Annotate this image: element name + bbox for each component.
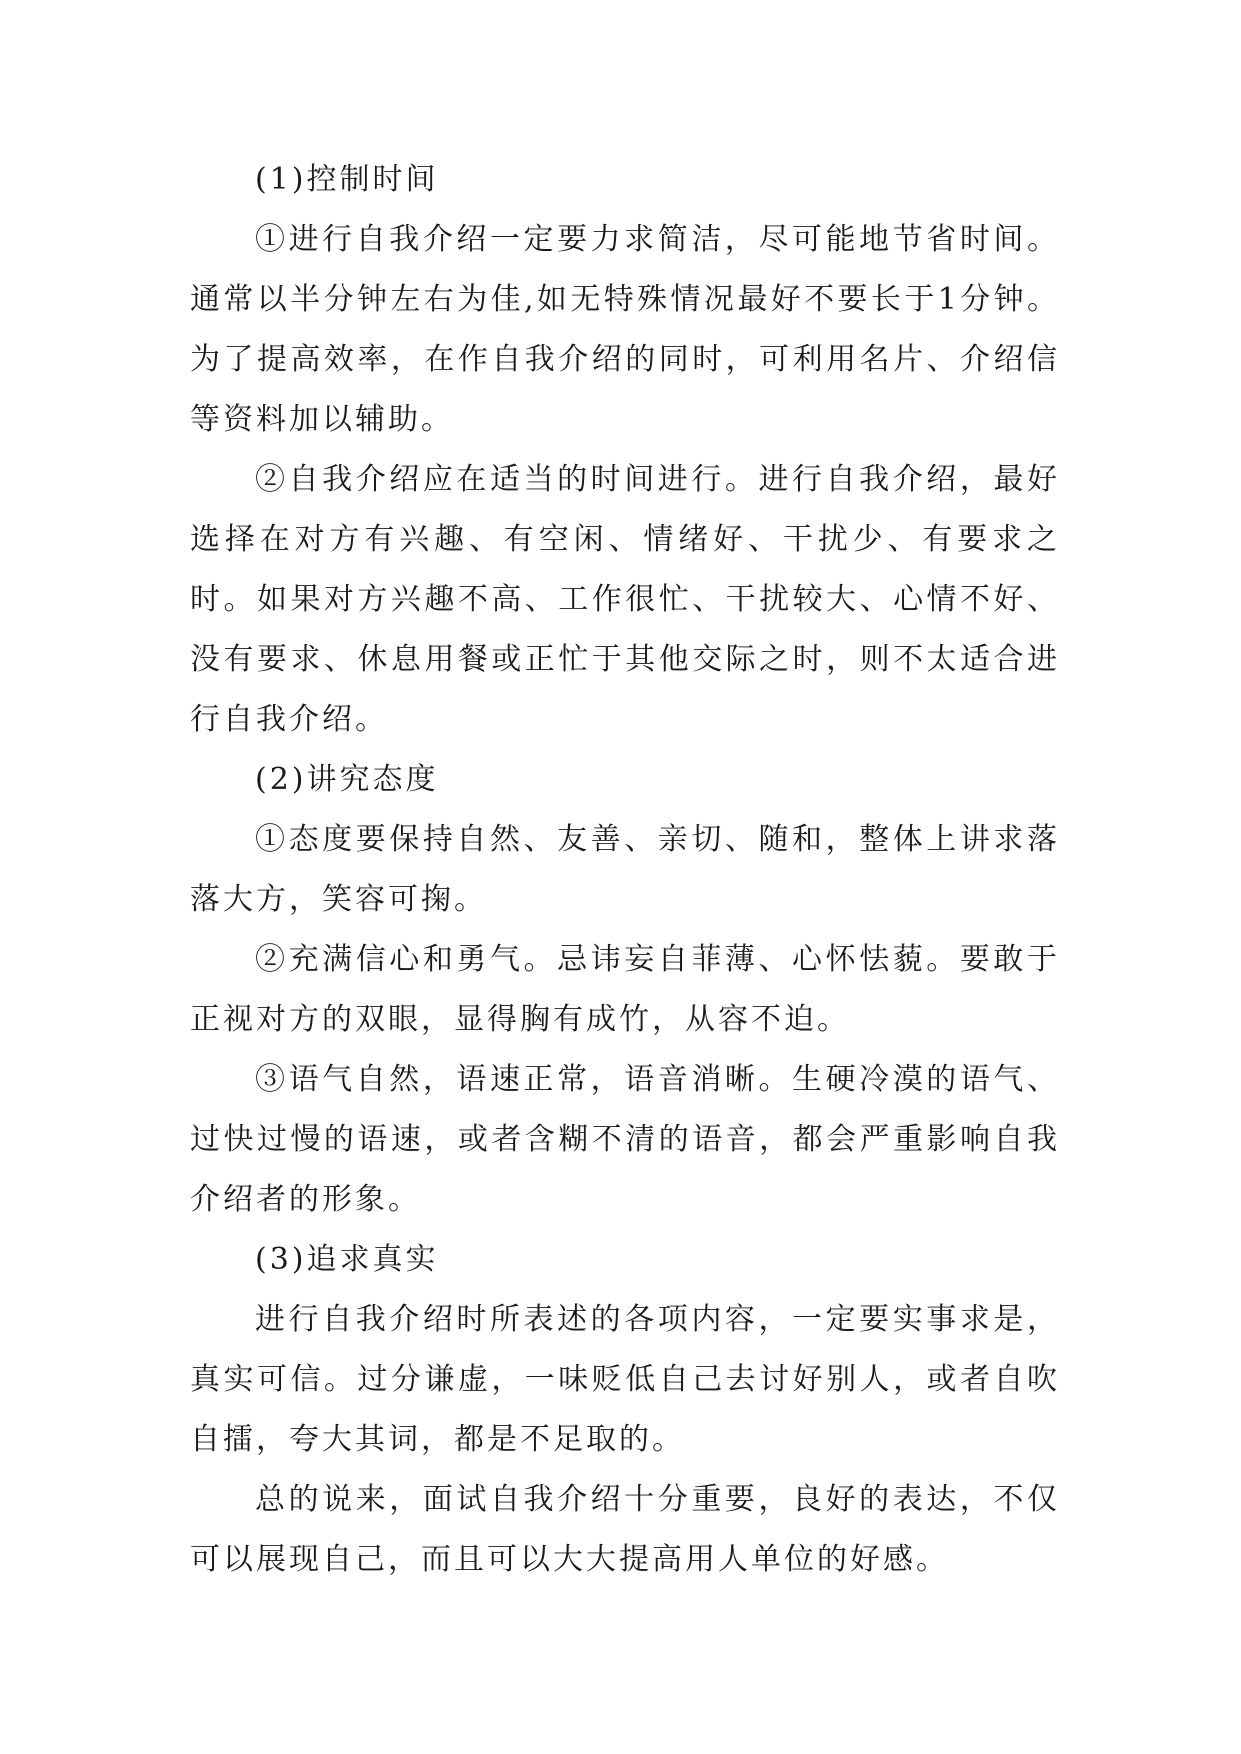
document-page [190,150,1060,1590]
section-heading-truthfulness: (3)追求真实 [255,1242,439,1277]
paragraph-truthfulness: 进行自我介绍时所表述的各项内容，一定要实事求是，真实可信。过分谦虚，一味贬低自己去讨好别人，或者自吹自擂，夸大其词，都是不足取的。 [190,1302,1060,1457]
paragraph-conclusion: 总的说来，面试自我介绍十分重要，良好的表达，不仅可以展现自己，而且可以大大提高用人单位的好感。 [190,1482,1060,1577]
paragraph-timing: ②自我介绍应在适当的时间进行。进行自我介绍，最好选择在对方有兴趣、有空闲、情绪好、干扰少、有要求之时。如果对方兴趣不高、工作很忙、干扰较大、心情不好、没有要求、休息用餐或正忙于其他交际之时，则不太适合进行自我介绍。 [190,462,1060,737]
section-heading-control-time: (1)控制时间 [255,162,439,197]
section-heading-attitude: (2)讲究态度 [255,762,439,797]
paragraph-natural-attitude: ①态度要保持自然、友善、亲切、随和，整体上讲求落落大方，笑容可掬。 [190,822,1060,917]
paragraph-brevity: ①进行自我介绍一定要力求简洁，尽可能地节省时间。通常以半分钟左右为佳,如无特殊情况最好不要长于1分钟。为了提高效率，在作自我介绍的同时，可利用名片、介绍信等资料加以辅助。 [190,222,1060,437]
paragraph-confidence: ②充满信心和勇气。忌讳妄自菲薄、心怀怯藐。要敢于正视对方的双眼，显得胸有成竹，从容不迫。 [190,942,1060,1037]
paragraph-tone: ③语气自然，语速正常，语音消晰。生硬冷漠的语气、过快过慢的语速，或者含糊不清的语音，都会严重影响自我介绍者的形象。 [190,1062,1060,1217]
